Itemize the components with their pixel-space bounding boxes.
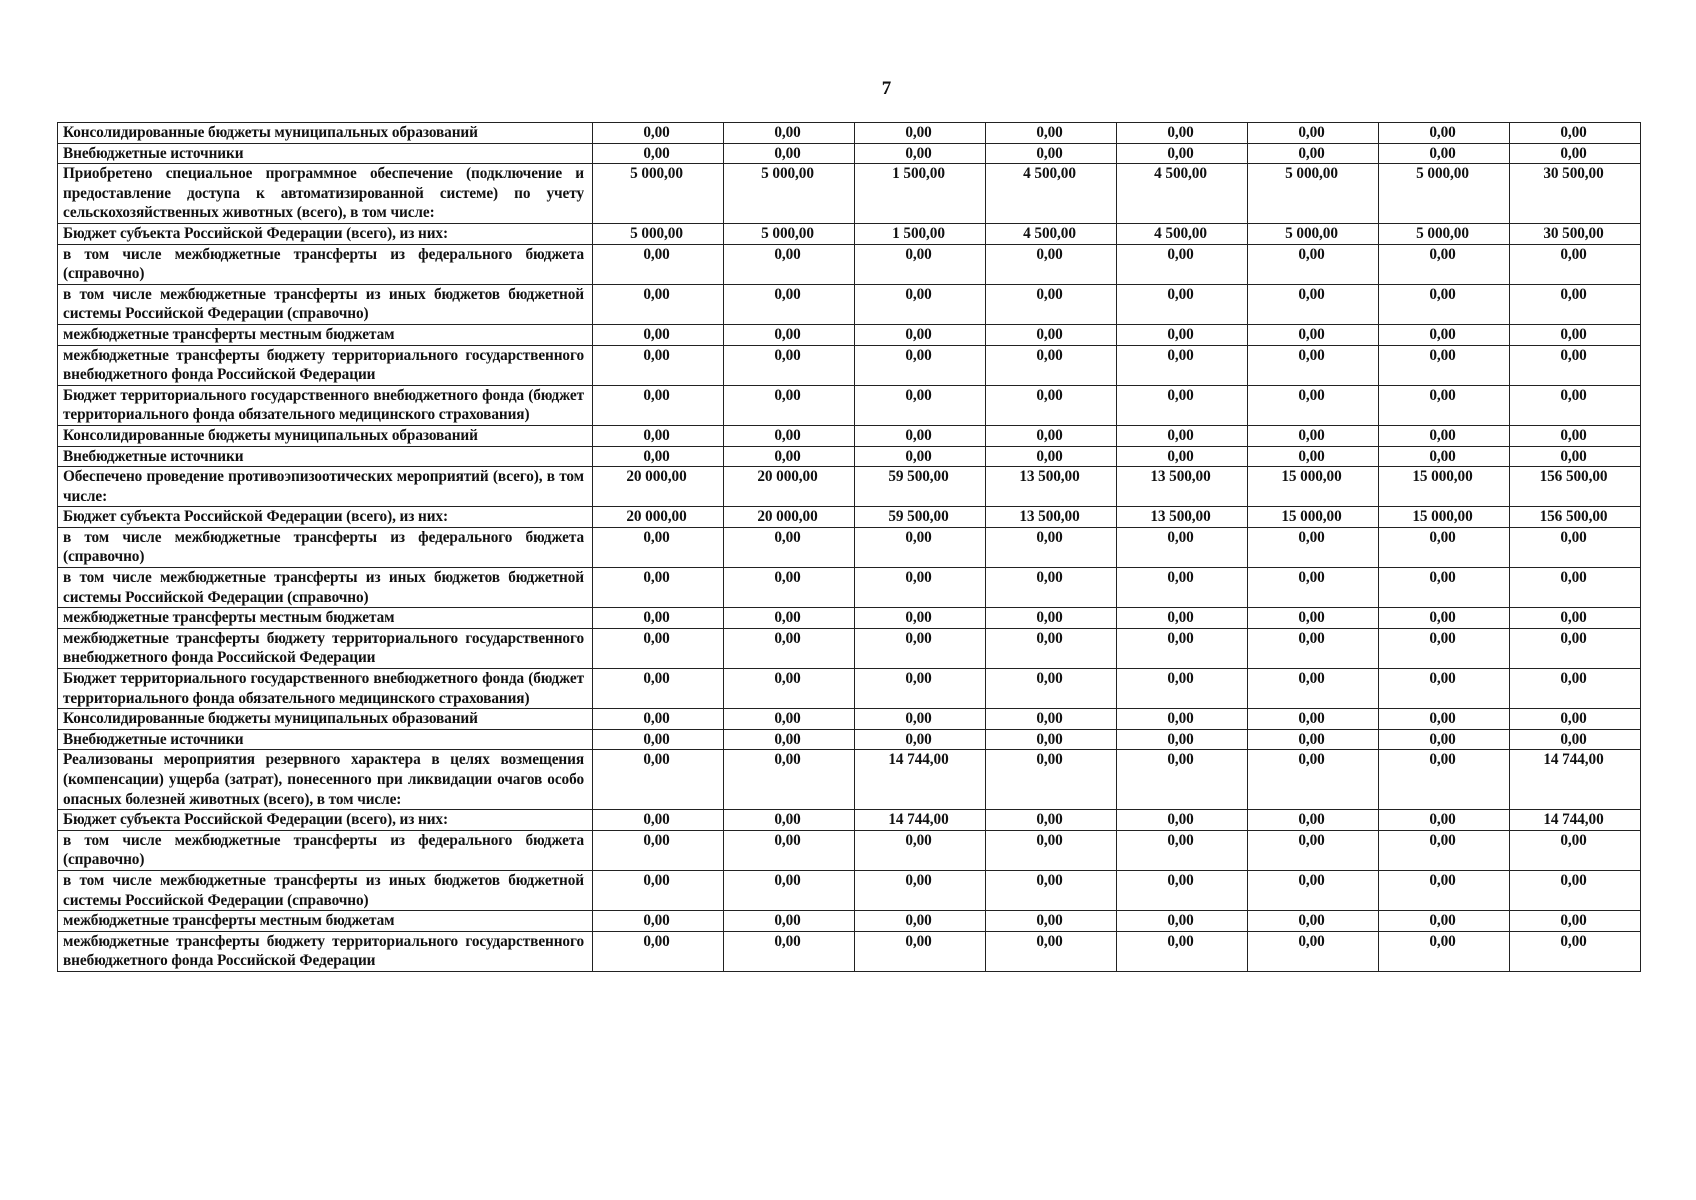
row-label: Внебюджетные источники [58,446,593,467]
value-cell: 0,00 [724,324,855,345]
value-cell: 0,00 [855,870,986,910]
value-cell: 0,00 [724,810,855,831]
value-cell: 0,00 [986,669,1117,709]
value-cell: 0,00 [986,568,1117,608]
value-cell: 0,00 [986,425,1117,446]
value-cell: 0,00 [1248,143,1379,164]
value-cell: 0,00 [593,527,724,567]
value-cell: 20 000,00 [724,507,855,528]
table-row [58,164,1641,224]
value-cell: 0,00 [1379,870,1510,910]
table-row [58,729,1641,750]
value-cell: 0,00 [593,324,724,345]
value-cell: 0,00 [1117,244,1248,284]
value-cell: 0,00 [986,911,1117,932]
value-cell: 0,00 [1379,729,1510,750]
table-row [58,810,1641,831]
value-cell: 0,00 [1117,931,1248,971]
value-cell: 0,00 [1248,750,1379,810]
value-cell: 0,00 [593,385,724,425]
value-cell: 0,00 [724,931,855,971]
value-cell: 0,00 [1117,750,1248,810]
row-label: в том числе межбюджетные трансферты из иных бюджетов бюджетной системы Российской Федерации (справочно) [58,568,593,608]
value-cell: 0,00 [593,143,724,164]
value-cell: 5 000,00 [724,164,855,224]
value-cell: 0,00 [1510,669,1641,709]
value-cell: 0,00 [1117,810,1248,831]
value-cell: 0,00 [986,284,1117,324]
value-cell: 30 500,00 [1510,164,1641,224]
value-cell: 0,00 [593,446,724,467]
row-label: в том числе межбюджетные трансферты из федерального бюджета (справочно) [58,244,593,284]
value-cell: 0,00 [1379,911,1510,932]
value-cell: 0,00 [1510,123,1641,144]
table-row [58,425,1641,446]
value-cell: 5 000,00 [1248,164,1379,224]
row-label: Консолидированные бюджеты муниципальных образований [58,123,593,144]
value-cell: 14 744,00 [855,750,986,810]
value-cell: 13 500,00 [1117,507,1248,528]
value-cell: 0,00 [986,123,1117,144]
value-cell: 0,00 [1117,385,1248,425]
value-cell: 0,00 [593,244,724,284]
value-cell: 0,00 [1510,729,1641,750]
value-cell: 0,00 [1510,284,1641,324]
value-cell: 0,00 [1117,284,1248,324]
value-cell: 156 500,00 [1510,467,1641,507]
value-cell: 0,00 [855,568,986,608]
value-cell: 0,00 [1117,911,1248,932]
value-cell: 0,00 [1117,608,1248,629]
value-cell: 0,00 [1248,568,1379,608]
value-cell: 0,00 [1248,810,1379,831]
value-cell: 14 744,00 [1510,750,1641,810]
table-row [58,527,1641,567]
value-cell: 156 500,00 [1510,507,1641,528]
row-label: Бюджет субъекта Российской Федерации (всего), из них: [58,223,593,244]
row-label: межбюджетные трансферты бюджету территориального государственного внебюджетного фонда Российской Федерации [58,345,593,385]
value-cell: 0,00 [855,345,986,385]
value-cell: 0,00 [1510,931,1641,971]
row-label: Бюджет территориального государственного внебюджетного фонда (бюджет территориального фонда обязательного медицинского страхования) [58,669,593,709]
value-cell: 0,00 [1379,608,1510,629]
table-row [58,507,1641,528]
value-cell: 15 000,00 [1248,467,1379,507]
table-row [58,223,1641,244]
table-row [58,345,1641,385]
value-cell: 0,00 [855,830,986,870]
value-cell: 0,00 [1248,870,1379,910]
value-cell: 0,00 [986,709,1117,730]
value-cell: 0,00 [1510,425,1641,446]
value-cell: 0,00 [1379,425,1510,446]
value-cell: 0,00 [593,870,724,910]
value-cell: 0,00 [1379,123,1510,144]
value-cell: 0,00 [593,709,724,730]
value-cell: 0,00 [855,446,986,467]
value-cell: 0,00 [855,527,986,567]
value-cell: 0,00 [1248,345,1379,385]
value-cell: 0,00 [1379,527,1510,567]
table-row [58,608,1641,629]
value-cell: 0,00 [1248,244,1379,284]
value-cell: 0,00 [855,425,986,446]
value-cell: 0,00 [1248,709,1379,730]
value-cell: 0,00 [1510,527,1641,567]
value-cell: 0,00 [724,244,855,284]
table-body [58,123,1641,972]
value-cell: 20 000,00 [593,467,724,507]
row-label: Консолидированные бюджеты муниципальных образований [58,425,593,446]
value-cell: 0,00 [1510,345,1641,385]
table-row [58,911,1641,932]
value-cell: 0,00 [1379,143,1510,164]
row-label: Бюджет субъекта Российской Федерации (всего), из них: [58,810,593,831]
value-cell: 0,00 [1117,345,1248,385]
value-cell: 0,00 [986,244,1117,284]
value-cell: 0,00 [986,608,1117,629]
value-cell: 0,00 [724,750,855,810]
value-cell: 0,00 [593,345,724,385]
table-row [58,324,1641,345]
row-label: в том числе межбюджетные трансферты из иных бюджетов бюджетной системы Российской Федерации (справочно) [58,284,593,324]
value-cell: 0,00 [855,729,986,750]
value-cell: 0,00 [724,385,855,425]
row-label: Внебюджетные источники [58,143,593,164]
value-cell: 0,00 [1117,446,1248,467]
value-cell: 0,00 [986,870,1117,910]
value-cell: 5 000,00 [593,164,724,224]
value-cell: 0,00 [593,425,724,446]
value-cell: 13 500,00 [1117,467,1248,507]
value-cell: 0,00 [986,345,1117,385]
value-cell: 0,00 [1510,143,1641,164]
value-cell: 0,00 [1510,870,1641,910]
value-cell: 0,00 [1248,931,1379,971]
value-cell: 4 500,00 [986,164,1117,224]
value-cell: 0,00 [1510,709,1641,730]
value-cell: 0,00 [1117,669,1248,709]
value-cell: 0,00 [1117,830,1248,870]
value-cell: 0,00 [855,143,986,164]
value-cell: 0,00 [724,123,855,144]
value-cell: 0,00 [593,284,724,324]
value-cell: 0,00 [1379,324,1510,345]
value-cell: 0,00 [1510,911,1641,932]
value-cell: 0,00 [1117,628,1248,668]
value-cell: 0,00 [1510,446,1641,467]
value-cell: 59 500,00 [855,507,986,528]
table-row [58,870,1641,910]
value-cell: 14 744,00 [855,810,986,831]
value-cell: 0,00 [593,911,724,932]
value-cell: 0,00 [855,324,986,345]
value-cell: 0,00 [1379,284,1510,324]
table-row [58,568,1641,608]
row-label: Реализованы мероприятия резервного характера в целях возмещения (компенсации) ущерба (затрат), понесенного при ликвидации очагов особо опасных болезней животных (всего), в том числе: [58,750,593,810]
value-cell: 0,00 [1248,628,1379,668]
row-label: межбюджетные трансферты бюджету территориального государственного внебюджетного фонда Российской Федерации [58,931,593,971]
value-cell: 5 000,00 [1248,223,1379,244]
value-cell: 1 500,00 [855,223,986,244]
value-cell: 0,00 [855,608,986,629]
value-cell: 0,00 [724,729,855,750]
value-cell: 0,00 [986,931,1117,971]
value-cell: 0,00 [1117,527,1248,567]
row-label: межбюджетные трансферты местным бюджетам [58,608,593,629]
value-cell: 0,00 [1248,385,1379,425]
value-cell: 0,00 [986,810,1117,831]
value-cell: 0,00 [986,446,1117,467]
value-cell: 4 500,00 [1117,164,1248,224]
value-cell: 0,00 [986,143,1117,164]
row-label: Бюджет субъекта Российской Федерации (всего), из них: [58,507,593,528]
row-label: в том числе межбюджетные трансферты из федерального бюджета (справочно) [58,830,593,870]
row-label: Приобретено специальное программное обеспечение (подключение и предоставление доступа к автоматизированной системе) по учету сельскохозяйственных животных (всего), в том числе: [58,164,593,224]
value-cell: 0,00 [1248,527,1379,567]
value-cell: 0,00 [1379,345,1510,385]
value-cell: 0,00 [1248,425,1379,446]
value-cell: 0,00 [1379,709,1510,730]
value-cell: 4 500,00 [1117,223,1248,244]
page-number: 7 [881,78,892,99]
value-cell: 0,00 [855,284,986,324]
table-row [58,123,1641,144]
value-cell: 0,00 [1510,830,1641,870]
value-cell: 0,00 [593,729,724,750]
table-row [58,628,1641,668]
value-cell: 0,00 [986,385,1117,425]
value-cell: 0,00 [593,608,724,629]
value-cell: 0,00 [1510,628,1641,668]
value-cell: 0,00 [724,568,855,608]
value-cell: 0,00 [1379,385,1510,425]
budget-table [57,122,1641,972]
value-cell: 0,00 [1117,425,1248,446]
value-cell: 0,00 [1117,870,1248,910]
value-cell: 0,00 [593,123,724,144]
value-cell: 0,00 [593,750,724,810]
value-cell: 0,00 [1117,143,1248,164]
value-cell: 0,00 [1379,931,1510,971]
table-row [58,244,1641,284]
value-cell: 0,00 [1117,568,1248,608]
value-cell: 5 000,00 [724,223,855,244]
value-cell: 0,00 [1248,608,1379,629]
value-cell: 20 000,00 [724,467,855,507]
value-cell: 13 500,00 [986,507,1117,528]
value-cell: 0,00 [593,931,724,971]
value-cell: 0,00 [1379,446,1510,467]
value-cell: 5 000,00 [593,223,724,244]
value-cell: 0,00 [1510,608,1641,629]
value-cell: 1 500,00 [855,164,986,224]
value-cell: 0,00 [1117,123,1248,144]
table-row [58,931,1641,971]
value-cell: 0,00 [724,911,855,932]
row-label: Внебюджетные источники [58,729,593,750]
value-cell: 14 744,00 [1510,810,1641,831]
value-cell: 0,00 [1379,810,1510,831]
value-cell: 0,00 [724,446,855,467]
row-label: межбюджетные трансферты бюджету территориального государственного внебюджетного фонда Российской Федерации [58,628,593,668]
value-cell: 0,00 [724,870,855,910]
value-cell: 0,00 [1248,284,1379,324]
value-cell: 0,00 [855,628,986,668]
value-cell: 0,00 [1379,750,1510,810]
value-cell: 0,00 [1379,669,1510,709]
table-row [58,467,1641,507]
value-cell: 0,00 [724,345,855,385]
value-cell: 0,00 [986,729,1117,750]
value-cell: 0,00 [724,425,855,446]
row-label: в том числе межбюджетные трансферты из иных бюджетов бюджетной системы Российской Федерации (справочно) [58,870,593,910]
value-cell: 0,00 [855,911,986,932]
value-cell: 0,00 [1248,324,1379,345]
value-cell: 59 500,00 [855,467,986,507]
value-cell: 0,00 [1248,446,1379,467]
value-cell: 0,00 [986,527,1117,567]
value-cell: 0,00 [1117,324,1248,345]
value-cell: 0,00 [1117,709,1248,730]
value-cell: 0,00 [593,669,724,709]
value-cell: 0,00 [1379,244,1510,284]
value-cell: 0,00 [1248,729,1379,750]
value-cell: 0,00 [724,628,855,668]
value-cell: 0,00 [1248,123,1379,144]
value-cell: 0,00 [1248,669,1379,709]
value-cell: 0,00 [855,931,986,971]
value-cell: 0,00 [855,709,986,730]
row-label: Обеспечено проведение противоэпизоотических мероприятий (всего), в том числе: [58,467,593,507]
value-cell: 0,00 [593,830,724,870]
row-label: Бюджет территориального государственного внебюджетного фонда (бюджет территориального фонда обязательного медицинского страхования) [58,385,593,425]
value-cell: 15 000,00 [1379,467,1510,507]
value-cell: 5 000,00 [1379,223,1510,244]
row-label: межбюджетные трансферты местным бюджетам [58,911,593,932]
value-cell: 0,00 [724,830,855,870]
row-label: в том числе межбюджетные трансферты из федерального бюджета (справочно) [58,527,593,567]
value-cell: 0,00 [724,709,855,730]
value-cell: 0,00 [1510,385,1641,425]
value-cell: 0,00 [724,284,855,324]
value-cell: 0,00 [724,143,855,164]
value-cell: 0,00 [855,123,986,144]
value-cell: 0,00 [724,527,855,567]
table-row [58,284,1641,324]
row-label: Консолидированные бюджеты муниципальных образований [58,709,593,730]
value-cell: 0,00 [724,669,855,709]
value-cell: 0,00 [1510,568,1641,608]
value-cell: 0,00 [986,830,1117,870]
value-cell: 0,00 [593,810,724,831]
value-cell: 15 000,00 [1248,507,1379,528]
value-cell: 5 000,00 [1379,164,1510,224]
value-cell: 0,00 [986,628,1117,668]
value-cell: 13 500,00 [986,467,1117,507]
value-cell: 0,00 [1379,830,1510,870]
value-cell: 0,00 [1248,911,1379,932]
value-cell: 0,00 [855,244,986,284]
value-cell: 15 000,00 [1379,507,1510,528]
value-cell: 0,00 [1248,830,1379,870]
value-cell: 0,00 [855,385,986,425]
value-cell: 20 000,00 [593,507,724,528]
value-cell: 0,00 [1379,568,1510,608]
value-cell: 0,00 [724,608,855,629]
table-row [58,143,1641,164]
row-label: межбюджетные трансферты местным бюджетам [58,324,593,345]
value-cell: 0,00 [1379,628,1510,668]
value-cell: 4 500,00 [986,223,1117,244]
table-row [58,709,1641,730]
value-cell: 0,00 [855,669,986,709]
table-row [58,446,1641,467]
table-row [58,669,1641,709]
table-row [58,830,1641,870]
value-cell: 0,00 [1510,244,1641,284]
value-cell: 0,00 [1117,729,1248,750]
value-cell: 0,00 [986,750,1117,810]
value-cell: 0,00 [593,628,724,668]
value-cell: 0,00 [986,324,1117,345]
table-row [58,385,1641,425]
value-cell: 30 500,00 [1510,223,1641,244]
value-cell: 0,00 [1510,324,1641,345]
table-row [58,750,1641,810]
value-cell: 0,00 [593,568,724,608]
